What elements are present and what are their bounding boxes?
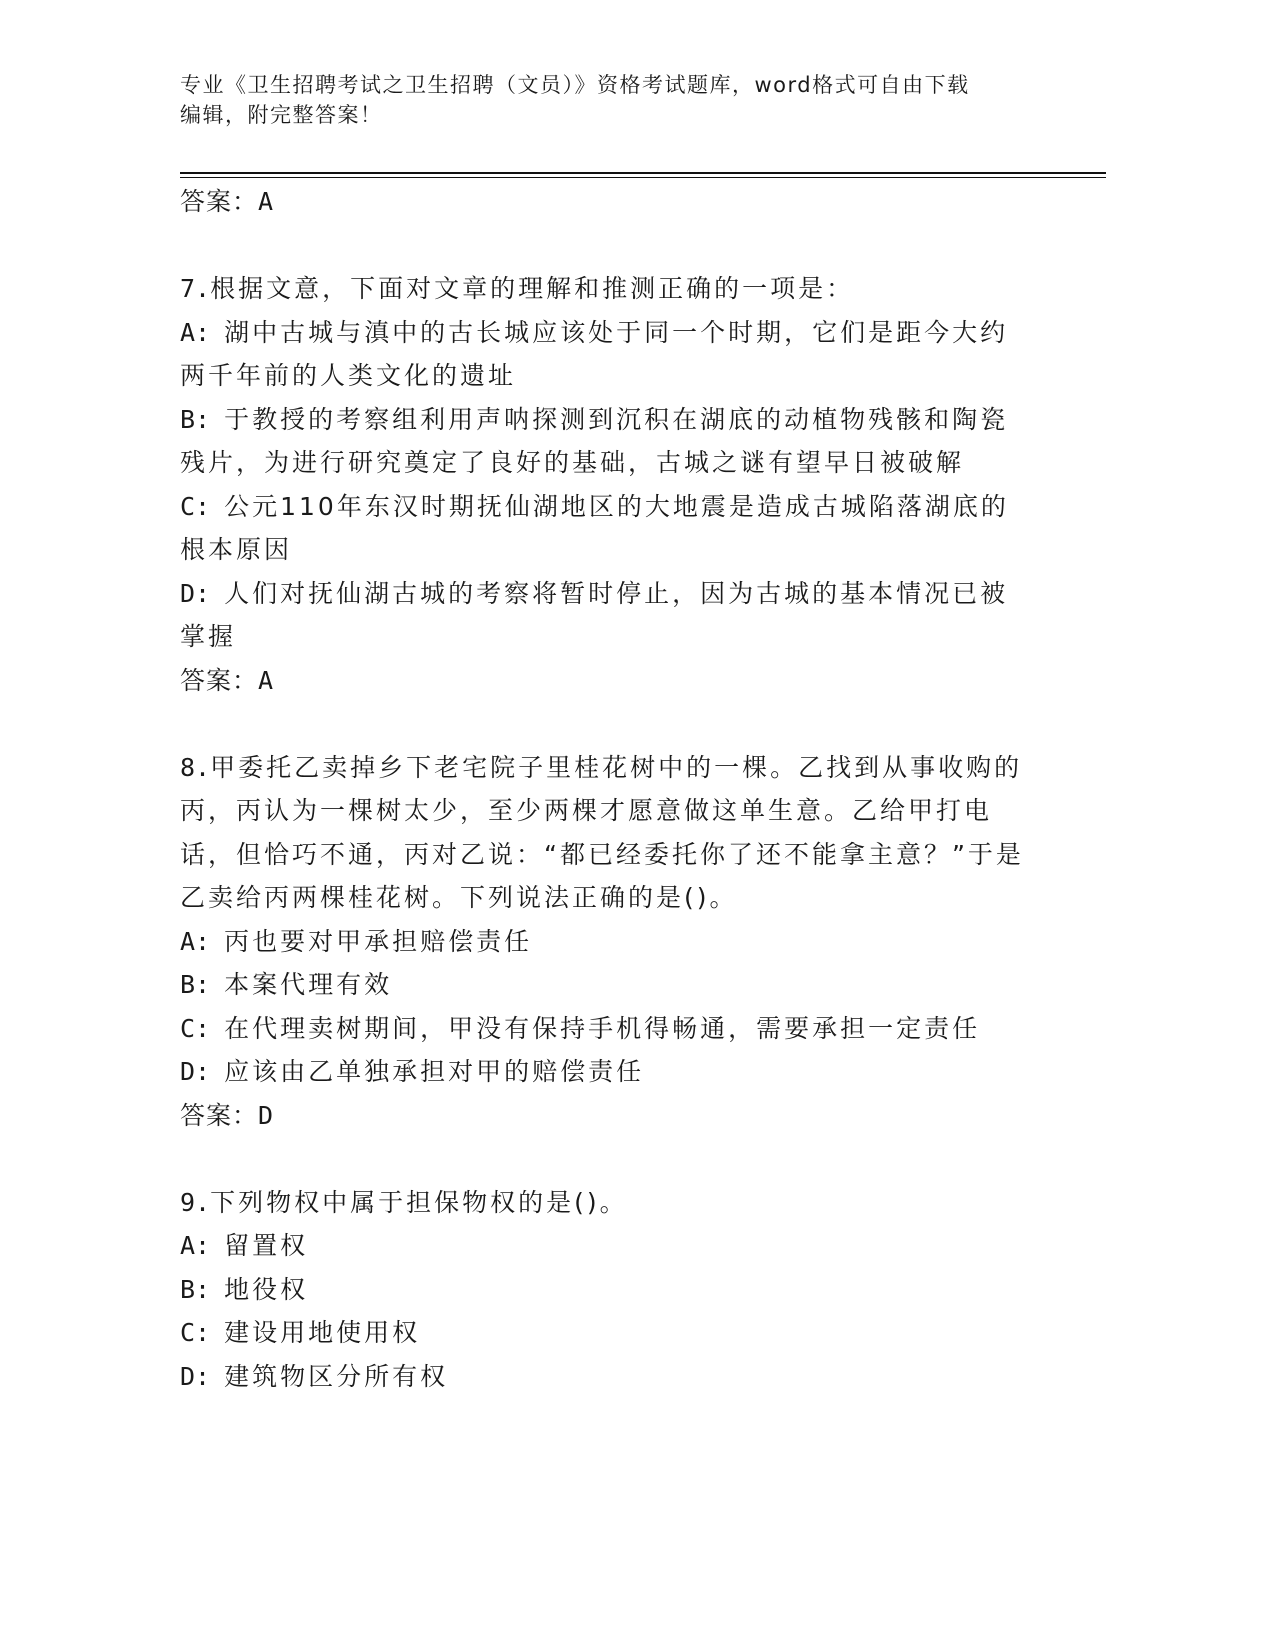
question-stem: 7.根据文意，下面对文章的理解和推测正确的一项是： (180, 274, 855, 303)
header-divider-thin (180, 177, 1106, 178)
header-divider-thick (180, 172, 1106, 174)
answer-line: 答案：D (180, 1100, 275, 1130)
option-d: D: 应该由乙单独承担对甲的赔偿责任 (180, 1057, 645, 1086)
option-b: B: 于教授的考察组利用声呐探测到沉积在湖底的动植物残骸和陶瓷残片，为进行研究奠定了良好的基础，古城之谜有望早日被破解 (180, 404, 1009, 477)
option-b: B: 地役权 (180, 1274, 309, 1304)
option-b: B: 本案代理有效 (180, 970, 393, 999)
option-c: C: 公元110年东汉时期抚仙湖地区的大地震是造成古城陷落湖底的根本原因 (180, 491, 1009, 564)
answer-line-prev: 答案：A (180, 187, 275, 216)
header-line-2: 编辑，附完整答案！ (180, 103, 383, 127)
option-a: A: 留置权 (180, 1231, 309, 1260)
document-header (180, 70, 1060, 130)
option-a: A: 湖中古城与滇中的古长城应该处于同一个时期，它们是距今大约两千年前的人类文化的遗址 (180, 317, 1009, 390)
header-line-1: 专业《卫生招聘考试之卫生招聘（文员）》资格考试题库，word格式可自由下载 (180, 73, 970, 97)
question-8 (180, 746, 1030, 1138)
question-9 (180, 1181, 1030, 1399)
answer-line: 答案：A (180, 665, 275, 695)
question-stem: 8.甲委托乙卖掉乡下老宅院子里桂花树中的一棵。乙找到从事收购的丙，丙认为一棵树太少，至少两棵才愿意做这单生意。乙给甲打电话，但恰巧不通，丙对乙说：“都已经委托你了还不能拿主意？”于是乙卖给丙两棵桂花树。下列说法正确的是()。 (180, 752, 1024, 912)
option-d: D: 建筑物区分所有权 (180, 1361, 449, 1391)
option-a: A: 丙也要对甲承担赔偿责任 (180, 926, 533, 956)
option-d: D: 人们对抚仙湖古城的考察将暂时停止，因为古城的基本情况已被掌握 (180, 578, 1009, 651)
spacer (180, 702, 1030, 746)
question-list (180, 180, 1030, 1398)
question-7 (180, 267, 1030, 702)
question-stem: 9.下列物权中属于担保物权的是()。 (180, 1187, 628, 1217)
option-c: C: 在代理卖树期间，甲没有保持手机得畅通，需要承担一定责任 (180, 1013, 981, 1043)
option-c: C: 建设用地使用权 (180, 1318, 421, 1347)
spacer (180, 224, 1030, 268)
spacer (180, 1137, 1030, 1181)
